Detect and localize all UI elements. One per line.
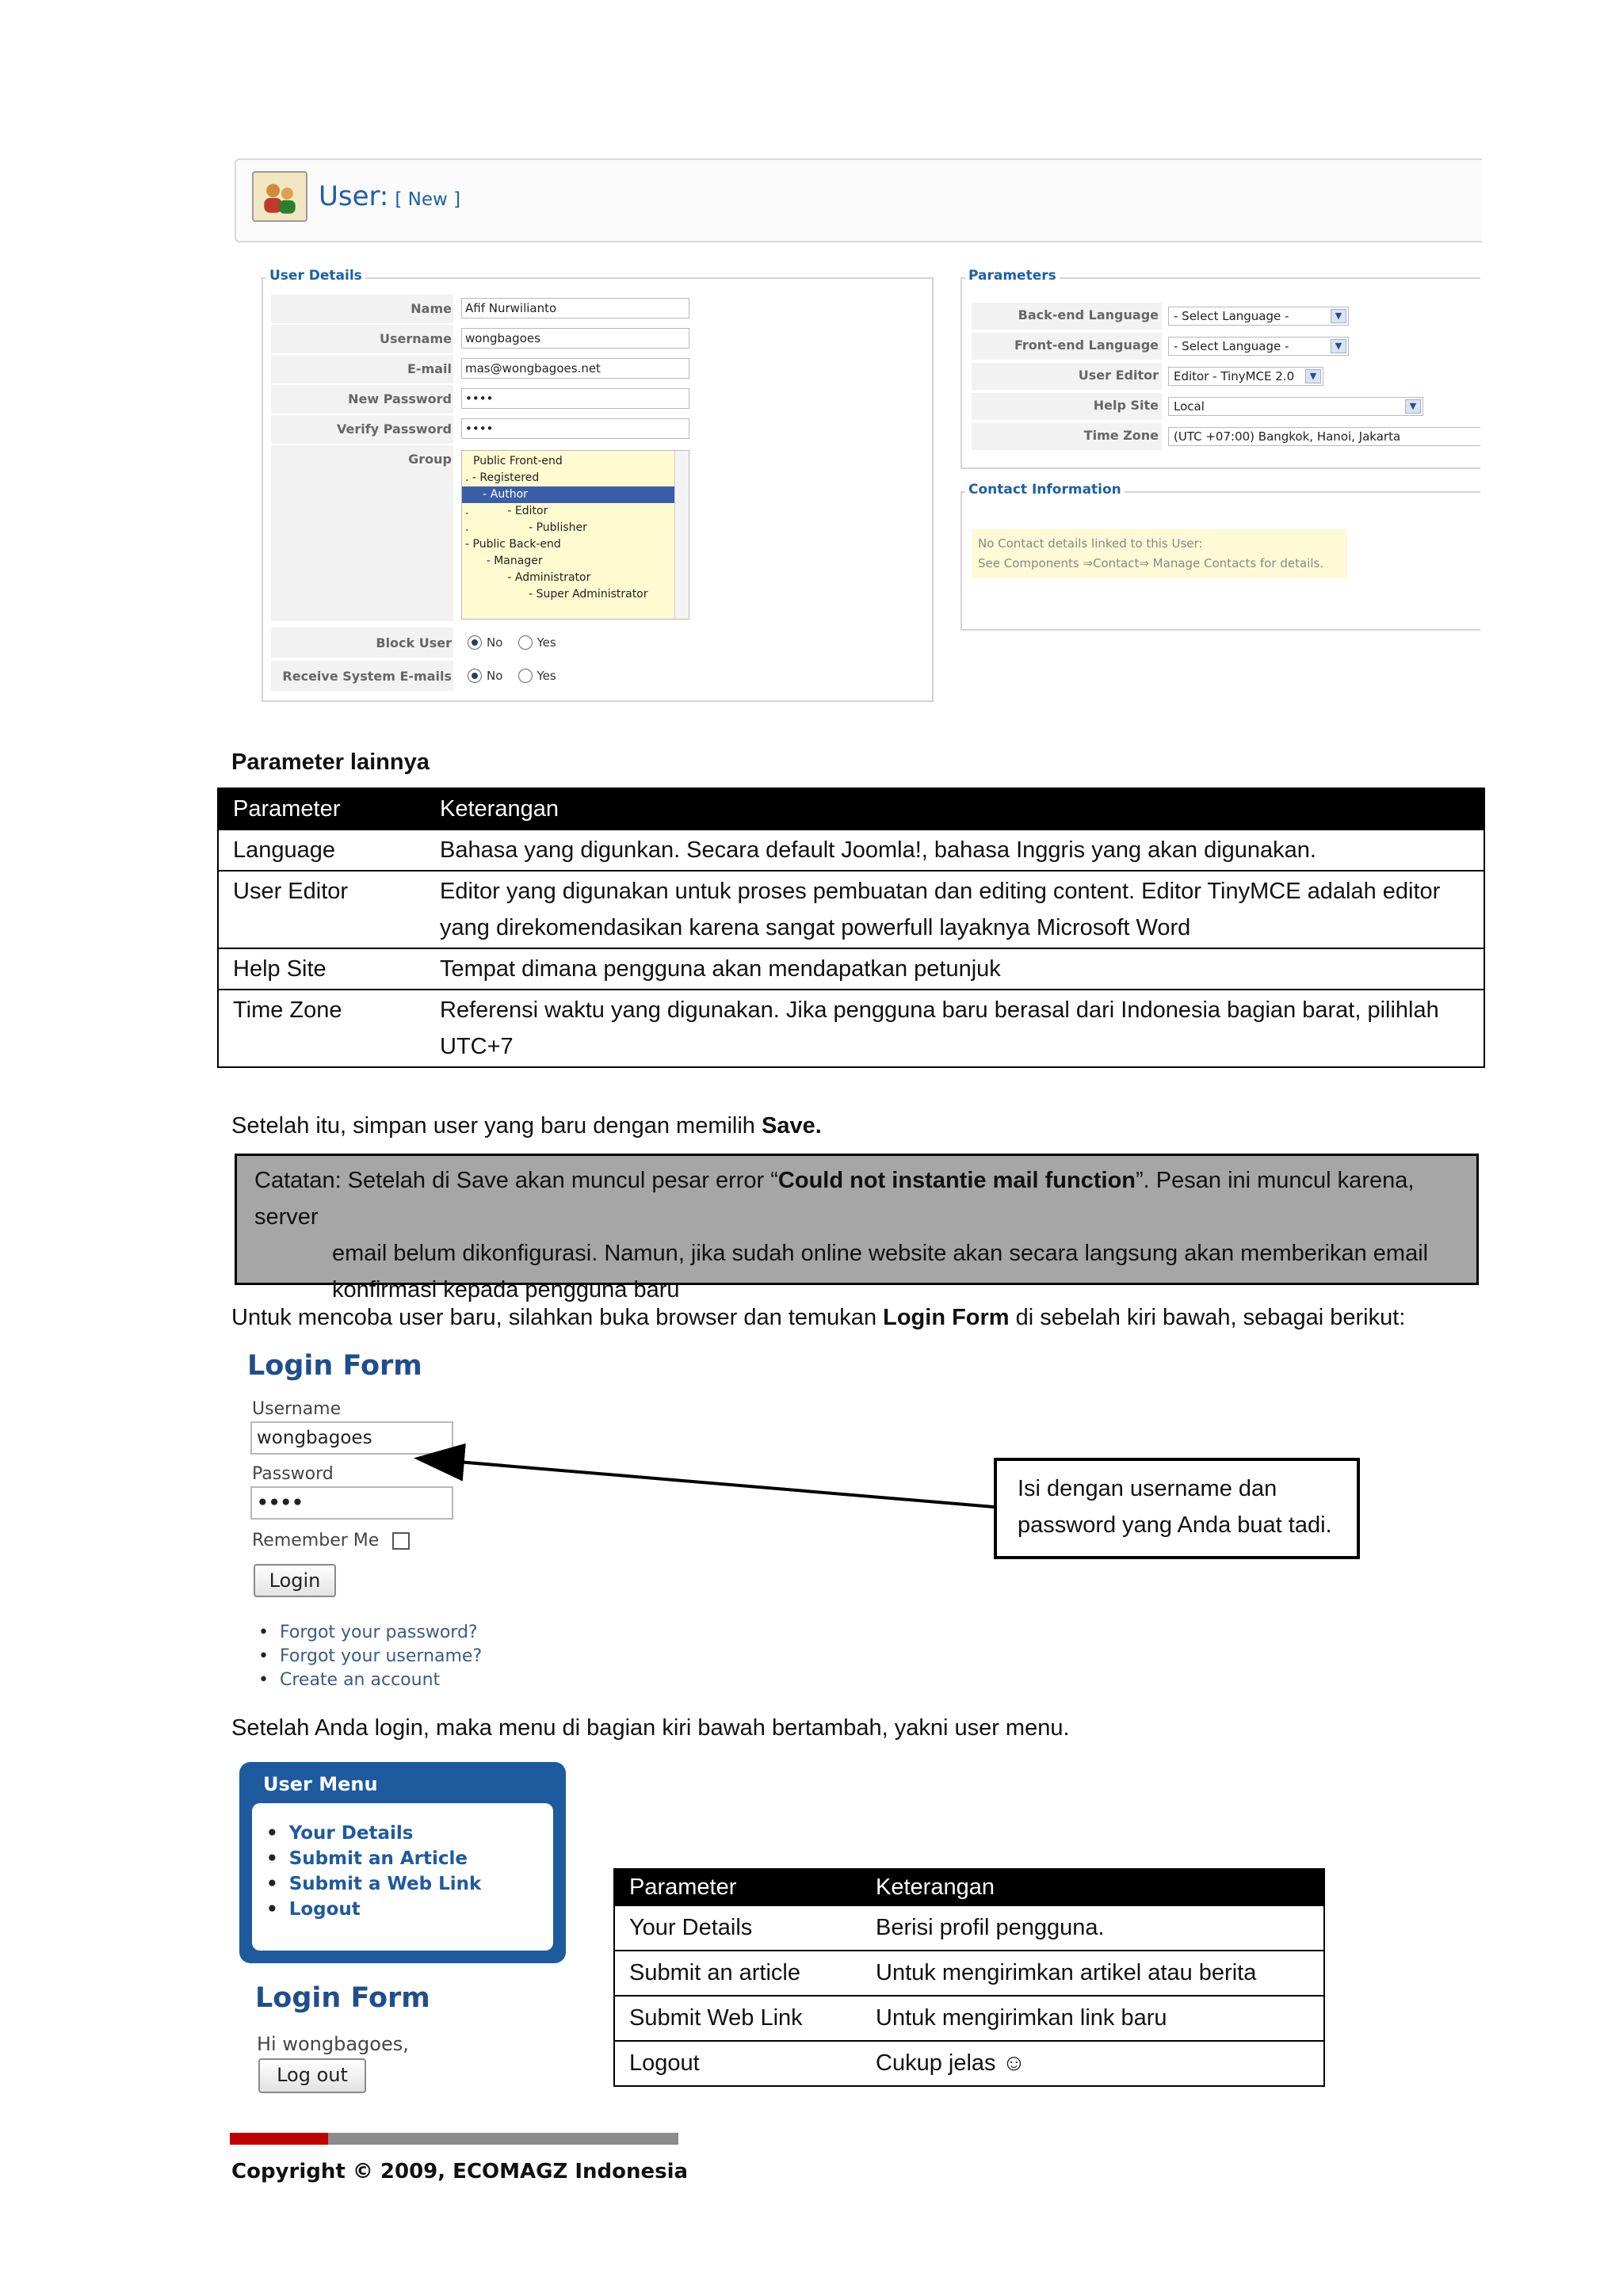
receive-emails-yes-radio[interactable] [518,669,533,683]
email-label: E-mail [407,361,452,376]
table-row: Help Site Tempat dimana pengguna akan mendapatkan petunjuk [218,948,1484,990]
forgot-password-link[interactable]: • Forgot your password? [258,1621,482,1645]
group-option[interactable]: . - Editor [465,505,548,517]
user-menu-item-submit-article[interactable]: • Submit an Article [266,1846,553,1871]
footer-bar-red [230,2133,328,2145]
block-user-radios: No Yes [468,634,567,650]
email-field[interactable]: mas@wongbagoes.net [461,358,689,379]
password-input[interactable]: •••• [250,1486,453,1520]
group-option[interactable]: Public Front-end [473,455,563,467]
time-zone-select[interactable]: (UTC +07:00) Bangkok, Hanoi, Jakarta [1168,427,1480,446]
logged-in-form-title: Login Form [255,1982,430,2014]
user-menu-item-your-details[interactable]: • Your Details [266,1821,553,1846]
group-list-scrollbar[interactable] [674,451,689,619]
login-form-title: Login Form [247,1350,422,1382]
new-password-label: New Password [348,391,452,406]
section-heading: Parameter lainnya [231,749,430,775]
group-option[interactable]: - Public Back-end [465,538,561,551]
parameter-table [217,788,1485,1068]
remember-me-row: Remember Me [252,1531,410,1550]
user-menu-table [613,1868,1325,2087]
table-header-parameter: Parameter [614,1869,861,1905]
callout-box: Isi dengan username dan password yang Anda buat tadi. [994,1458,1360,1559]
group-label: Group [408,452,452,467]
group-select-list[interactable] [461,450,689,620]
frontend-language-select[interactable]: - Select Language - ▼ [1168,337,1349,356]
copyright-text: Copyright © 2009, ECOMAGZ Indonesia [231,2160,689,2183]
table-header-keterangan: Keterangan [861,1869,1324,1905]
table-row: Language Bahasa yang digunkan. Secara default Joomla!, bahasa Inggris yang akan digunakan. [218,830,1484,871]
forgot-username-link[interactable]: • Forgot your username? [258,1645,482,1669]
group-option[interactable]: - Super Administrator [465,588,648,601]
table-header-keterangan: Keterangan [426,788,1484,830]
username-input[interactable]: wongbagoes [250,1421,453,1455]
footer-bar-grey [328,2133,678,2145]
username-label: Username [252,1399,342,1419]
help-site-select[interactable]: Local ▼ [1168,397,1423,416]
create-account-link[interactable]: • Create an account [258,1669,482,1692]
user-menu-item-logout[interactable]: • Logout [266,1897,553,1922]
user-icon [252,171,307,222]
group-option[interactable]: - Manager [465,555,543,567]
parameters-legend: Parameters [965,268,1060,284]
after-login-paragraph: Setelah Anda login, maka menu di bagian kiri bawah bertambah, yakni user menu. [231,1715,1070,1741]
user-menu-title: User Menu [263,1773,378,1795]
login-paragraph: Untuk mencoba user baru, silahkan buka browser dan temukan Login Form di sebelah kiri bawah, sebagai berikut: [231,1305,1406,1330]
logout-button[interactable]: Log out [258,2058,366,2093]
page-title-suffix: [ New ] [395,189,461,210]
group-option[interactable]: . - Publisher [465,521,587,534]
login-button[interactable]: Login [254,1564,336,1597]
table-row: User Editor Editor yang digunakan untuk proses pembuatan dan editing content. Editor TinyMCE adalah editor yang direkomendasikan karena sangat powerfull layaknya Microsoft Word [218,871,1484,948]
group-option[interactable]: - Administrator [465,571,591,584]
group-option-selected[interactable]: - Author [462,486,674,503]
new-password-field[interactable]: •••• [461,388,689,409]
block-user-no-radio[interactable] [468,635,482,650]
note-box: Catatan: Setelah di Save akan muncul pesar error “Could not instantie mail function”. Pesan ini muncul karena, server email belum dikonfigurasi. Namun, jika sudah online website akan secara langsung akan memberikan email konfirmasi kepada pengguna baru [235,1154,1479,1285]
table-row: Submit Web Link Untuk mengirimkan link baru [614,1996,1324,2041]
username-field[interactable]: wongbagoes [461,328,689,349]
user-menu-item-submit-web-link[interactable]: • Submit a Web Link [266,1871,553,1897]
block-user-label: Block User [376,635,452,650]
password-label: Password [252,1464,334,1484]
chevron-down-icon: ▼ [1331,309,1346,323]
save-paragraph: Setelah itu, simpan user yang baru dengan memilih Save. [231,1113,822,1138]
user-menu-list [252,1803,553,1951]
group-option[interactable]: . - Registered [465,471,540,484]
time-zone-label: Time Zone [1083,428,1159,443]
receive-emails-label: Receive System E-mails [282,669,452,684]
remember-me-checkbox[interactable] [392,1532,410,1550]
receive-emails-no-radio[interactable] [468,669,482,683]
verify-password-label: Verify Password [337,421,452,437]
chevron-down-icon: ▼ [1331,339,1346,353]
help-site-label: Help Site [1093,398,1159,413]
verify-password-field[interactable]: •••• [461,418,689,439]
login-links [258,1621,482,1692]
page-title: User: [ New ] [319,181,461,212]
chevron-down-icon: ▼ [1405,399,1421,414]
table-row: Logout Cukup jelas ☺ [614,2041,1324,2086]
table-row: Your Details Berisi profil pengguna. [614,1905,1324,1951]
block-user-yes-radio[interactable] [518,635,533,650]
frontend-language-label: Front-end Language [1014,338,1159,353]
chevron-down-icon: ▼ [1305,369,1321,383]
table-header-parameter: Parameter [218,788,426,830]
backend-language-label: Back-end Language [1018,307,1159,322]
contact-note: No Contact details linked to this User: See Components ⇒Contact⇒ Manage Contacts for details. [972,529,1347,578]
username-label: Username [380,331,452,346]
contact-legend: Contact Information [965,482,1125,498]
receive-emails-radios: No Yes [468,667,567,683]
table-row: Time Zone Referensi waktu yang digunakan. Jika pengguna baru berasal dari Indonesia bagian barat, pilihlah UTC+7 [218,990,1484,1067]
name-field[interactable]: Afif Nurwilianto [461,298,689,318]
user-editor-select[interactable]: Editor - TinyMCE 2.0 ▼ [1168,367,1323,386]
name-label: Name [411,301,452,316]
greeting-text: Hi wongbagoes, [257,2033,409,2055]
table-row: Submit an article Untuk mengirimkan artikel atau berita [614,1951,1324,1996]
backend-language-select[interactable]: - Select Language - ▼ [1168,307,1349,326]
user-details-legend: User Details [266,268,365,284]
user-editor-label: User Editor [1078,368,1159,383]
